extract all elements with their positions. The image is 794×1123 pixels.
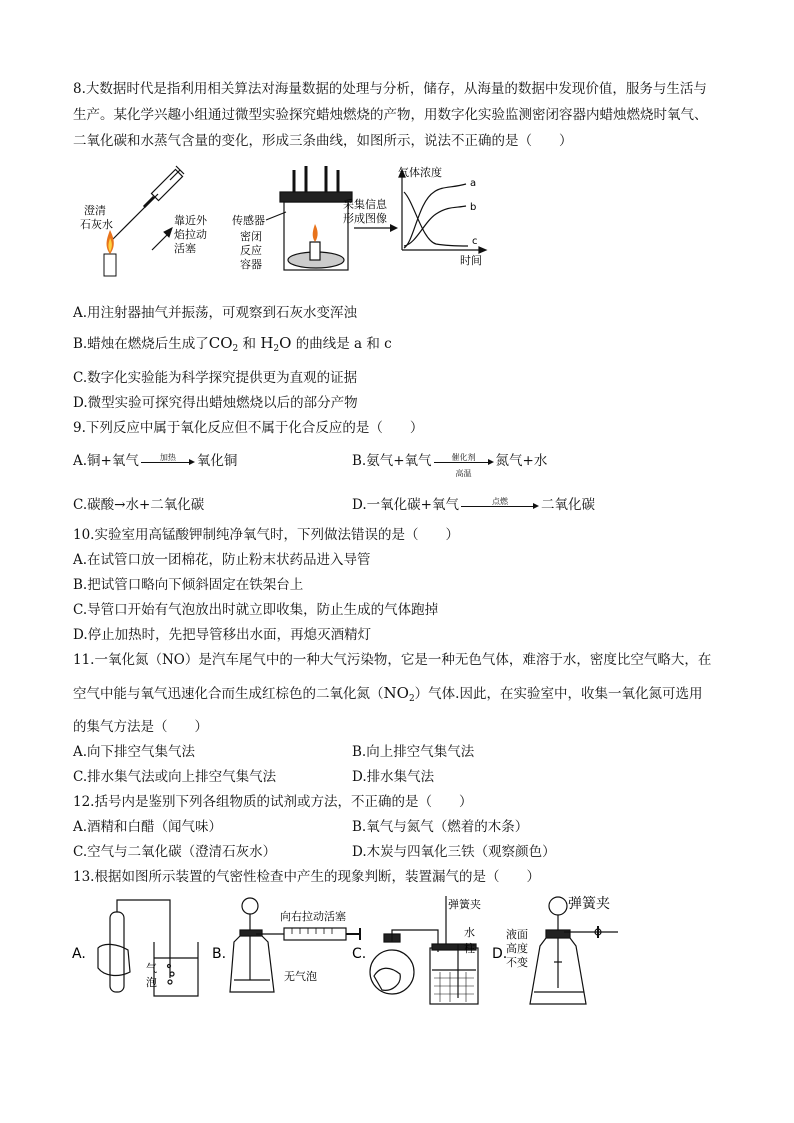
q9-option-a xyxy=(73,452,237,470)
q11-l2-no: NO xyxy=(383,684,409,702)
q11-option-d: D.排水集气法 xyxy=(352,769,435,785)
limewater-label-1: 澄清 xyxy=(84,204,106,217)
q8-stem-line3: 二氧化碳和水蒸气含量的变化，形成三条曲线，如图所示，说法不正确的是（ ） xyxy=(73,133,573,149)
q11-option-a: A.向下排空气集气法 xyxy=(73,744,196,760)
q8-b-pre: B.蜡烛在燃烧后生成了 xyxy=(73,336,209,352)
q12-option-a: A.酒精和白醋（闻气味） xyxy=(73,819,223,835)
q8-b-h: H xyxy=(260,334,274,352)
curve-a-label: a xyxy=(470,178,477,189)
q13-a-letter: A. xyxy=(72,946,86,962)
q9-d-arrow xyxy=(461,498,539,514)
q9-option-b xyxy=(352,452,548,478)
q8-option-d: D.微型实验可探究得出蜡烛燃烧以后的部分产物 xyxy=(73,395,358,411)
q13-b-nobubble-label: 无气泡 xyxy=(284,970,317,983)
curve-b-label: b xyxy=(470,202,477,213)
x-axis-label: 时间 xyxy=(460,254,482,267)
q11-l2-sub: 2 xyxy=(408,694,415,704)
q13-d-clip-label: 弹簧夹 xyxy=(568,896,610,912)
q11-option-b: B.向上排空气集气法 xyxy=(352,744,475,760)
q11-stem-line1: 11.一氧化氮（NO）是汽车尾气中的一种大气污染物，它是一种无色气体，难溶于水，密度比空气略大，在 xyxy=(73,652,712,668)
container-label-3: 容器 xyxy=(240,258,262,271)
pull-label-1: 靠近外 xyxy=(174,214,207,227)
q11-option-c: C.排水集气法或向上排空气集气法 xyxy=(73,769,277,785)
y-axis-label: 气体浓度 xyxy=(398,166,442,179)
q8-b-sub2: 2 xyxy=(273,344,280,354)
apparatus-d-icon xyxy=(530,897,618,1004)
q9-a-cond: 加热 xyxy=(159,452,176,462)
apparatus-c-icon xyxy=(370,896,478,1004)
q9-d-left: D.一氧化碳+氧气 xyxy=(352,497,459,513)
collect-label-2: 形成图像 xyxy=(343,212,387,225)
pull-arrow-icon xyxy=(152,228,172,250)
q10-option-b: B.把试管口略向下倾斜固定在铁架台上 xyxy=(73,577,304,593)
q13-d-letter: D. xyxy=(492,946,508,962)
sensor-label: 传感器 xyxy=(232,214,265,227)
q9-option-c: C.碳酸→水+二氧化碳 xyxy=(73,497,205,513)
q8-b-and: 和 xyxy=(238,336,261,352)
q10-option-d: D.停止加热时，先把导管移出水面，再熄灭酒精灯 xyxy=(73,627,372,643)
q13-c-letter: C. xyxy=(352,946,367,962)
curve-c-label: c xyxy=(472,236,478,247)
pull-label-3: 活塞 xyxy=(174,242,196,255)
q8-stem-line2: 生产。某化学兴趣小组通过微型实验探究蜡烛燃烧的产物，用数字化实验监测密闭容器内蜡烛燃烧时氧气、 xyxy=(73,107,708,123)
q11-stem-line2 xyxy=(73,684,702,708)
q8-option-a: A.用注射器抽气并振荡，可观察到石灰水变浑浊 xyxy=(73,305,358,321)
q13-a-label-1: 气 xyxy=(146,962,157,975)
q13-d-level-label-1: 液面 xyxy=(506,928,528,941)
q8-b-o: O xyxy=(279,334,292,352)
q10-option-a: A.在试管口放一团棉花，防止粉末状药品进入导管 xyxy=(73,552,371,568)
q12-option-c: C.空气与二氧化碳（澄清石灰水） xyxy=(73,844,277,860)
q13-d-level-label-2: 高度 xyxy=(506,942,528,955)
limewater-label-2: 石灰水 xyxy=(80,218,113,231)
q12-option-d: D.木炭与四氧化三铁（观察颜色） xyxy=(352,844,556,860)
container-label-2: 反应 xyxy=(240,244,262,257)
q11-stem-line3: 的集气方法是（ ） xyxy=(73,719,208,735)
q13-c-water-label-2: 柱 xyxy=(464,942,475,955)
q9-stem: 9.下列反应中属于氧化反应但不属于化合反应的是（ ） xyxy=(73,420,424,436)
q8-b-post: 的曲线是 a 和 c xyxy=(291,336,392,352)
candle-icon xyxy=(104,230,116,276)
q13-b-pull-label: 向右拉动活塞 xyxy=(280,910,346,923)
q10-option-c: C.导管口开始有气泡放出时就立即收集，防止生成的气体跑掉 xyxy=(73,602,439,618)
q10-stem: 10.实验室用高锰酸钾制纯净氧气时，下列做法错误的是（ ） xyxy=(73,527,459,543)
q11-l2-pre: 空气中能与氧气迅速化合而生成红棕色的二氧化氮（ xyxy=(73,686,384,702)
q13-c-water-label-1: 水 xyxy=(464,926,475,939)
q9-b-left: B.氨气+氧气 xyxy=(352,453,432,469)
q13-a-label-2: 泡 xyxy=(146,976,157,989)
q9-a-right: 氧化铜 xyxy=(196,453,238,469)
q13-b-letter: B. xyxy=(212,946,227,962)
q12-option-b: B.氧气与氮气（燃着的木条） xyxy=(352,819,529,835)
q13-stem: 13.根据如图所示装置的气密性检查中产生的现象判断，装置漏气的是（ ） xyxy=(73,869,540,885)
q9-option-d xyxy=(352,496,595,514)
pull-label-2: 焰拉动 xyxy=(174,228,207,241)
q9-b-cond-bottom: 高温 xyxy=(455,468,472,478)
collect-label-1: 采集信息 xyxy=(343,198,387,211)
q9-d-cond: 点燃 xyxy=(491,496,508,506)
q8-option-b xyxy=(73,334,392,358)
q12-stem: 12.括号内是鉴别下列各组物质的试剂或方法，不正确的是（ ） xyxy=(73,794,473,810)
q13-figure xyxy=(70,892,730,1012)
q8-b-co: CO xyxy=(208,334,233,352)
q9-a-left: A.铜+氧气 xyxy=(73,453,139,469)
q9-b-cond-top: 催化剂 xyxy=(451,452,476,462)
q13-c-clip-label: 弹簧夹 xyxy=(448,898,481,911)
sealed-container-icon xyxy=(280,166,352,270)
q8-figure xyxy=(80,162,500,282)
q9-b-arrow xyxy=(434,452,494,478)
q9-d-right: 二氧化碳 xyxy=(540,497,595,513)
q11-l2-post: ）气体.因此，在实验室中，收集一氧化氮可选用 xyxy=(414,686,703,702)
q8-b-sub1: 2 xyxy=(232,344,239,354)
q8-option-c: C.数字化实验能为科学探究提供更为直观的证据 xyxy=(73,370,358,386)
q9-a-arrow xyxy=(141,454,195,470)
q13-d-level-label-3: 不变 xyxy=(506,956,528,969)
container-label-1: 密闭 xyxy=(240,230,262,243)
q9-b-right: 氮气+水 xyxy=(495,453,548,469)
q8-stem-line1: 8.大数据时代是指利用相关算法对海量数据的处理与分析，储存，从海量的数据中发现价值，服务与生活与 xyxy=(73,81,707,97)
